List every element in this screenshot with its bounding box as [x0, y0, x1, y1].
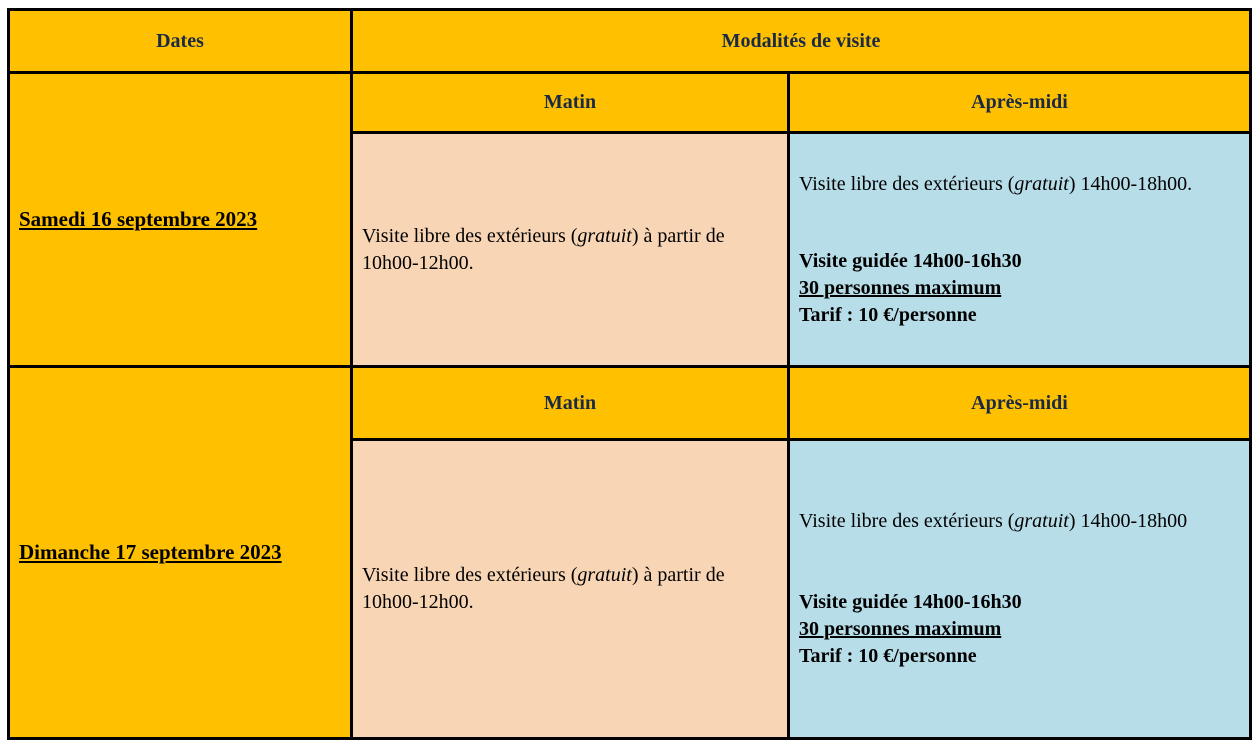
capacity-text: 30 personnes maximum	[799, 618, 1002, 640]
morning-visit-cell	[352, 440, 789, 739]
date-label: Dimanche 17 septembre 2023	[19, 540, 282, 564]
free-visit-text: Visite libre des extérieurs (gratuit) à partir de 10h00-12h00.	[362, 224, 725, 274]
table-header-row	[9, 10, 1251, 73]
visit-schedule-table	[7, 8, 1252, 740]
capacity-text: 30 personnes maximum	[799, 276, 1002, 299]
guided-visit-text: Visite guidée 14h00-16h30	[799, 249, 1022, 272]
guided-visit-text: Visite guidée 14h00-16h30	[799, 591, 1022, 613]
price-text: Tarif : 10 €/personne	[799, 645, 977, 667]
afternoon-header: Après-midi	[789, 73, 1251, 133]
afternoon-visit-cell	[789, 440, 1251, 739]
modalities-header: Modalités de visite	[352, 10, 1251, 73]
morning-visit-cell	[352, 133, 789, 367]
date-label: Samedi 16 septembre 2023	[19, 207, 258, 231]
table-row	[9, 367, 1251, 440]
date-cell-sunday	[9, 367, 352, 739]
afternoon-visit-cell	[789, 133, 1251, 367]
free-visit-text: Visite libre des extérieurs (gratuit) à partir de 10h00-12h00.	[362, 564, 725, 613]
afternoon-header: Après-midi	[789, 367, 1251, 440]
free-visit-text: Visite libre des extérieurs (gratuit) 14h00-18h00.	[799, 172, 1193, 195]
table-row	[9, 73, 1251, 133]
price-text: Tarif : 10 €/personne	[799, 303, 977, 326]
date-cell-saturday	[9, 73, 352, 367]
free-visit-text: Visite libre des extérieurs (gratuit) 14h00-18h00	[799, 510, 1188, 532]
morning-header: Matin	[352, 367, 789, 440]
dates-header: Dates	[9, 10, 352, 73]
morning-header: Matin	[352, 73, 789, 133]
